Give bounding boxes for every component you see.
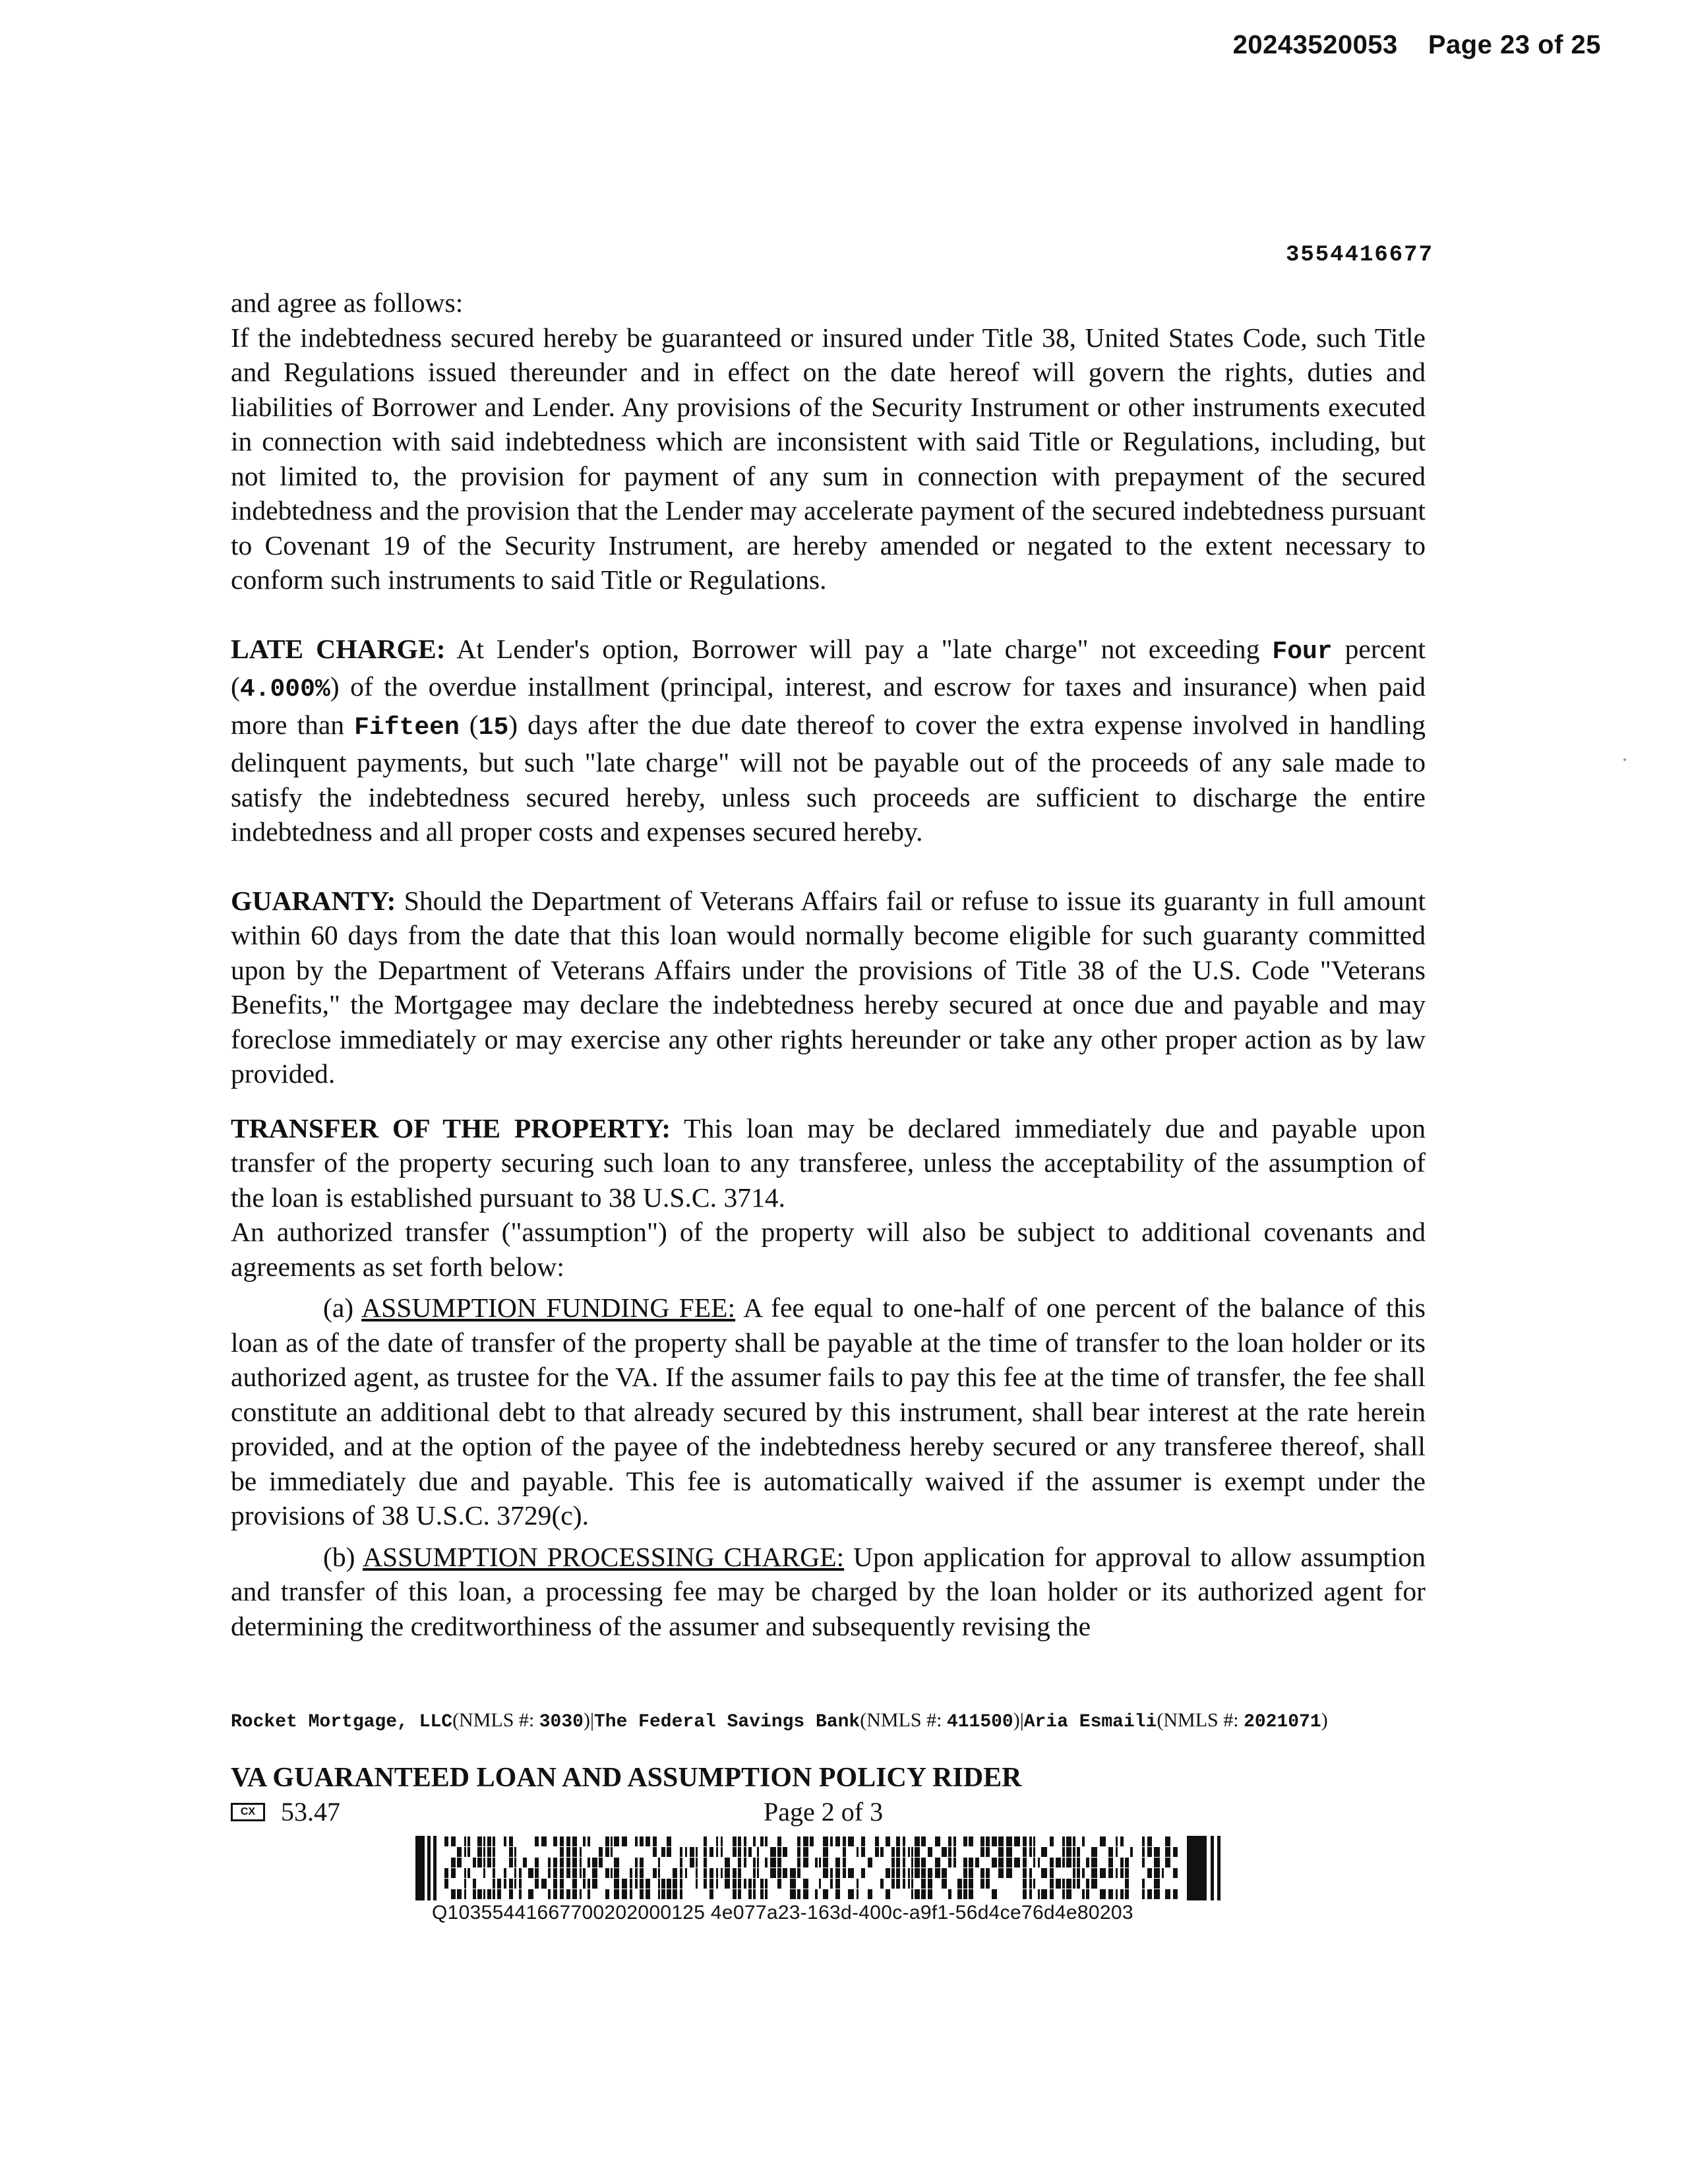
rider-body (231, 286, 1426, 1643)
item-b-text: Upon application for approval to allow assumption and transfer of this loan, a processing fee may be charged by the loan holder or its authorized agent for determining the creditworthiness of the assumer and subsequently revising the (231, 1541, 1426, 1641)
lender-2-nmls: 411500 (946, 1712, 1013, 1732)
scan-speck (1623, 758, 1626, 761)
form-meta (231, 1796, 890, 1827)
late-charge-percent-value: 4.000% (239, 675, 330, 704)
lender-1-nmls: 3030 (539, 1712, 584, 1732)
form-number: 53.47 (281, 1797, 340, 1827)
guaranty-text: Should the Department of Veterans Affairs fail or refuse to issue its guaranty in full amount within 60 days from the date that this loan would normally become eligible for such guaranty committed upon by the Department of Veterans Affairs under the provisions of Title 38 of the U.S. Code "Veterans Benefits," the Mortgagee may declare the indebtedness hereby secured at once due and payable and may foreclose immediately or may exercise any other rights hereunder or take any other proper action as by law provided. (231, 885, 1426, 1089)
close-paren: ) (1321, 1709, 1328, 1731)
loan-officer-nmls: 2021071 (1244, 1712, 1321, 1732)
lender-1-name: Rocket Mortgage, LLC (231, 1712, 453, 1732)
late-charge-text-2: percent ( (231, 633, 1426, 702)
separator-2: )| (1013, 1709, 1024, 1731)
intro-paragraph: If the indebtedness secured hereby be guaranteed or insured under Title 38, United States Code, such Title and Regulations issued thereunder and in effect on the date hereof will govern the rights, duties and liabilities of Borrower and Lender. Any provisions of the Security Instrument or other instruments executed in connection with said indebtedness which are inconsistent with said Title or Regulations, including, but not limited to, the provision for payment of any sum in connection with prepayment of the secured indebtedness and the provision that the Lender may accelerate payment of the secured indebtedness pursuant to Covenant 19 of the Security Instrument, are hereby amended or negated to the extent necessary to conform such instruments to said Title or Regulations. (231, 322, 1426, 595)
recording-page-count: Page 23 of 25 (1428, 30, 1601, 59)
barcode-text: Q10355441667700202000125 4e077a23-163d-400c-a9f1-56d4ce76d4e80203 (432, 1902, 1133, 1924)
lender-2-name: The Federal Savings Bank (593, 1712, 860, 1732)
late-charge-text-1: At Lender's option, Borrower will pay a "late charge" not exceeding (445, 633, 1273, 664)
late-charge-text-4: ( (459, 709, 479, 740)
transfer-section (231, 1111, 1426, 1215)
loan-officer-name: Aria Esmaili (1023, 1712, 1157, 1732)
late-charge-days-value: 15 (478, 713, 509, 742)
recording-number: 20243520053 (1232, 30, 1398, 59)
transfer-text: This loan may be declared immediately due and payable upon transfer of the property securing such loan to any transferee, unless the acceptability of the assumption of the loan is established pursuant to 38 U.S.C. 3714. (231, 1112, 1426, 1213)
item-b-label: ASSUMPTION PROCESSING CHARGE: (362, 1541, 845, 1572)
item-a (231, 1290, 1426, 1533)
barcode-icon (415, 1836, 1253, 1900)
loan-number: 3554416677 (1285, 243, 1433, 268)
loan-officer-nmls-label: (NMLS #: (1157, 1709, 1244, 1731)
recording-header (1233, 30, 1601, 60)
late-charge-text-3: ) of the overdue installment (principal, interest, and escrow for taxes and insurance) when paid more than (231, 671, 1426, 740)
transfer-label: TRANSFER OF THE PROPERTY: (231, 1112, 671, 1143)
late-charge-percent-words: Four (1272, 637, 1333, 666)
late-charge-section (231, 632, 1426, 849)
form-page-number: Page 2 of 3 (764, 1797, 884, 1827)
intro-lead: and agree as follows: (231, 288, 464, 318)
late-charge-label: LATE CHARGE: (231, 633, 446, 664)
item-a-text: A fee equal to one-half of one percent of the balance of this loan as of the date of transfer of the property shall be payable at the time of transfer to the loan holder or its authorized agent, as trustee for the VA. If the assumer fails to pay this fee at the time of transfer, the fee shall constitute an additional debt to that already secured by this instrument, shall bear interest at the rate herein provided, and at the option of the payee of the indebtedness hereby secured or any transferee thereof, shall be immediately due and payable. This fee is automatically waived if the assumer is exempt under the provisions of 38 U.S.C. 3729(c). (231, 1292, 1426, 1531)
separator-1: )| (583, 1709, 594, 1731)
late-charge-days-words: Fifteen (354, 713, 460, 742)
item-a-label: ASSUMPTION FUNDING FEE: (361, 1292, 736, 1323)
late-charge-text-5: ) days after the due date thereof to cover the extra expense involved in handling delinquent payments, but such "late charge" will not be payable out of the proceeds of any sale made to satisfy the indebtedness secured hereby, unless such proceeds are sufficient to discharge the entire indebtedness and all proper costs and expenses secured hereby. (231, 709, 1426, 847)
form-title: VA GUARANTEED LOAN AND ASSUMPTION POLICY RIDER (231, 1763, 1022, 1793)
guaranty-label: GUARANTY: (231, 885, 396, 916)
lender-1-nmls-label: (NMLS #: (452, 1709, 539, 1731)
item-b (231, 1540, 1426, 1644)
item-b-prefix: (b) (323, 1541, 363, 1572)
item-a-prefix: (a) (323, 1292, 362, 1323)
lender-line (231, 1708, 1431, 1735)
transfer-text-2: An authorized transfer ("assumption") of the property will also be subject to additional covenants and agreements as set forth below: (231, 1217, 1426, 1282)
form-logo-icon: CX (231, 1803, 265, 1821)
guaranty-section (231, 884, 1426, 1091)
lender-2-nmls-label: (NMLS #: (860, 1709, 947, 1731)
